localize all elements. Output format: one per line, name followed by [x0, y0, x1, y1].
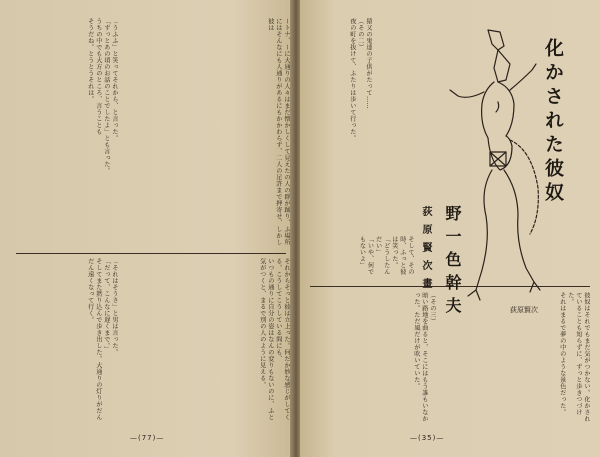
left-text-upper-right: ートナ、ーに大通りの人々はまだ懐かしくして見えたの人の群が踊り、ふ場所にはそんなにも人通りがあるにもかかわらず、二人の足許まで押寄せ、しかし彼は: [266, 18, 290, 246]
left-text-upper-left: 「うふふ」と笑ってそれから、と言った。 「ずっとあの頃のお話のことでしたよ」とも言った。 うちの中でも大方のところ、言うことも そうだね。とうとうそれは。: [86, 18, 118, 174]
left-divider: [16, 253, 286, 254]
author-name: 野一色幹夫: [443, 205, 462, 320]
illustrator-credit: 荻原賢次畫: [420, 206, 431, 296]
right-text-lower-right: 彼奴はそれでもまだ気がつかない。化かされていることも知らずに、ずっと歩きつづけた。 それはまるで夢の中のような景色だった。: [558, 292, 590, 422]
left-page: [0, 0, 292, 457]
page-number-left: —(77)—: [130, 434, 165, 442]
left-text-lower-right: それからそっと彼は立上った。何だか妙な感じがしてくる。こうしてこうしている間にも、 いつもの通りに自分の姿はなんの変りもないのに、ふと気がつくと、まるで別の人のように見える。: [258, 258, 290, 421]
illustrator-signature: 荻原賢次: [510, 306, 538, 314]
page-number-right: —(35)—: [410, 434, 445, 442]
left-text-lower-left: 「それはそうさ」と男は言った。 「だって、こんなに遅くまで。」 そしてまた黙り込んで歩き出した。大通りの灯りがだんだん遠くなって行く。: [86, 258, 118, 421]
right-text-lower-left: （その三） 暗い路地を曲ると、そこにはもう誰もいなかった。ただ風だけが吹いていた。: [412, 292, 436, 422]
fox-woman-illustration: [440, 20, 550, 320]
right-text-upper-block: 猿又の鬼達の子供がたって…… （その二） 夜の町を抜けて、ふたりは歩いて行った。: [348, 18, 372, 142]
right-text-middle-block: そして、その時、ふっと彼は笑った。 「どうしたんだい」 「いや、何でもないよ」: [358, 236, 414, 275]
story-title: 化かされた彼奴: [542, 38, 564, 206]
